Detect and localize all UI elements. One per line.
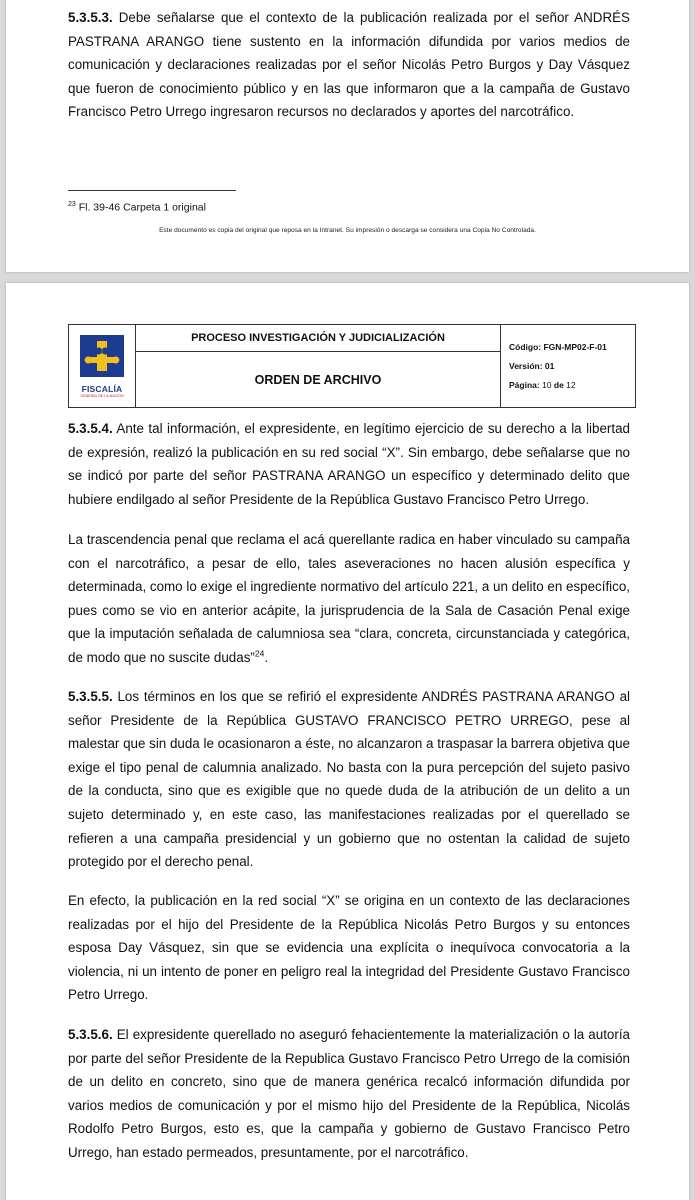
paragraph-text: Debe señalarse que el contexto de la publicación realizada por el señor ANDRÉS PASTRANA ARANGO tiene sustento en la información difundida por varios medios de comunicación y declaraciones realizadas por el señor Nicolás Petro Burgos y Day Vásquez que fueron de conocimiento público y en las que informaron que a la campaña de Gustavo Francisco Petro Urrego ingresaron recursos no declarados y aportes del narcotráfico. [68,10,630,120]
page-total: 12 [563,379,576,390]
copy-disclaimer: Este documento es copia del original que reposa en la Intranet. Su impresión o descarga se considera una Copia No Controlada. [159,227,536,234]
paragraph-text: Los términos en los que se refirió el expresidente ANDRÉS PASTRANA ARANGO al señor Presidente de la República GUSTAVO FRANCISCO PETRO URREGO, pese al malestar que sin duda le ocasionaron a éste, no alcanzaron a traspasar la barrera objetiva que exige el tipo penal de calumnia analizado. No basta con la pura percepción del sujeto pasivo de la conducta, sino que es exigible que no quede duda de la atribución de un delito a un sujeto determinado y, en este caso, las manifestaciones realizadas por el querellado se refieren a una campaña presidencial y un gobierno que no ostentan la calidad de sujeto protegido por el derecho penal. [68,689,631,870]
code-line [509,338,635,357]
process-title: PROCESO INVESTIGACIÓN Y JUDICIALIZACIÓN [136,325,501,352]
paragraph-5-3-5-3 [68,6,630,124]
footnote-text: Fl. 39-46 Carpeta 1 original [75,201,206,214]
page-current: 10 [539,379,554,390]
section-number: 5.3.5.5. [68,689,113,704]
code-value: FGN-MP02-F-01 [541,341,607,352]
paragraph-context [68,889,630,1007]
fiscalia-logo [69,325,136,408]
paragraph-text: El expresidente querellado no aseguró fehacientemente la materialización o la autoría por parte del señor Presidente de la Republica Gustavo Francisco Petro Urrego de la comisión de un delito en concreto, sino que de manera genérica recalcó información difundida por varios medios de comunicación y por el mismo hijo del Presidente de la República, Nicolás Rodolfo Petro Burgos, esto es, que la campaña y gobierno de Gustavo Francisco Petro Urrego, han estado permeados, presuntamente, por el narcotráfico. [68,1027,630,1160]
paragraph-text: En efecto, la publicación en la red social “X” se origina en un contexto de las declaraciones realizadas por el hijo del Presidente de la República Nicolás Petro Burgos y su entonces esposa Day Vásquez, sin que se evidencia una explícita o inequívoca convocatoria a la violencia, ni un intento de poner en peligro real la integridad del Presidente Gustavo Francisco Petro Urrego. [68,893,630,1003]
paragraph-text: La trascendencia penal que reclama el acá querellante radica en haber vinculado su campaña con el narcotráfico, a pesar de ello, tales aseveraciones no hacen alusión específica y determinada, como lo exige el ingrediente normativo del artículo 221, a un delito en específico, pues como se vio en anterior acápite, la jurisprudencia de la Sala de Casación Penal exige que la imputación señalada de calumniosa sea “clara, concreta, circunstanciada y categórica, de modo que no suscite dudas” [68,532,631,665]
paragraph-text: Ante tal información, el expresidente, en legítimo ejercicio de su derecho a la libertad de expresión, realizó la publicación en su red social “X”. Sin embargo, debe señalarse que no se indicó por parte del señor PASTRANA ARANGO un específico y determinado delito que hubiere endilgado al señor Presidente de la República Gustavo Francisco Petro Urrego. [68,421,630,507]
page-label: Página: [509,379,540,390]
footnote-number: 23 [68,201,76,208]
footnote-reference: 24 [254,648,265,659]
document-metadata [501,325,636,408]
page-line [509,376,635,395]
paragraph-end: . [264,649,269,665]
logo-subtext: GENERAL DE LA NACIÓN [80,394,124,398]
logo-wordmark: FISCALÍA [81,384,123,394]
section-number: 5.3.5.3. [68,10,113,25]
footnote-divider [68,190,236,191]
document-header-table [68,324,636,408]
page-of: de [553,379,564,390]
paragraph-5-3-5-5 [68,685,630,874]
code-label: Código: [509,341,542,352]
version-label: Versión: [509,360,543,371]
section-number: 5.3.5.4. [68,421,113,436]
footnote [68,198,206,215]
paragraph-5-3-5-4 [68,417,630,511]
document-page-previous [6,0,689,272]
version-value: 01 [542,360,555,371]
paragraph-5-3-5-6 [68,1023,630,1165]
document-title: ORDEN DE ARCHIVO [136,352,501,408]
fiscalia-emblem-icon [78,333,126,379]
document-page-current [6,283,689,1200]
paragraph-jurisprudence [68,528,630,670]
section-number: 5.3.5.6. [68,1027,113,1042]
version-line [509,357,635,376]
